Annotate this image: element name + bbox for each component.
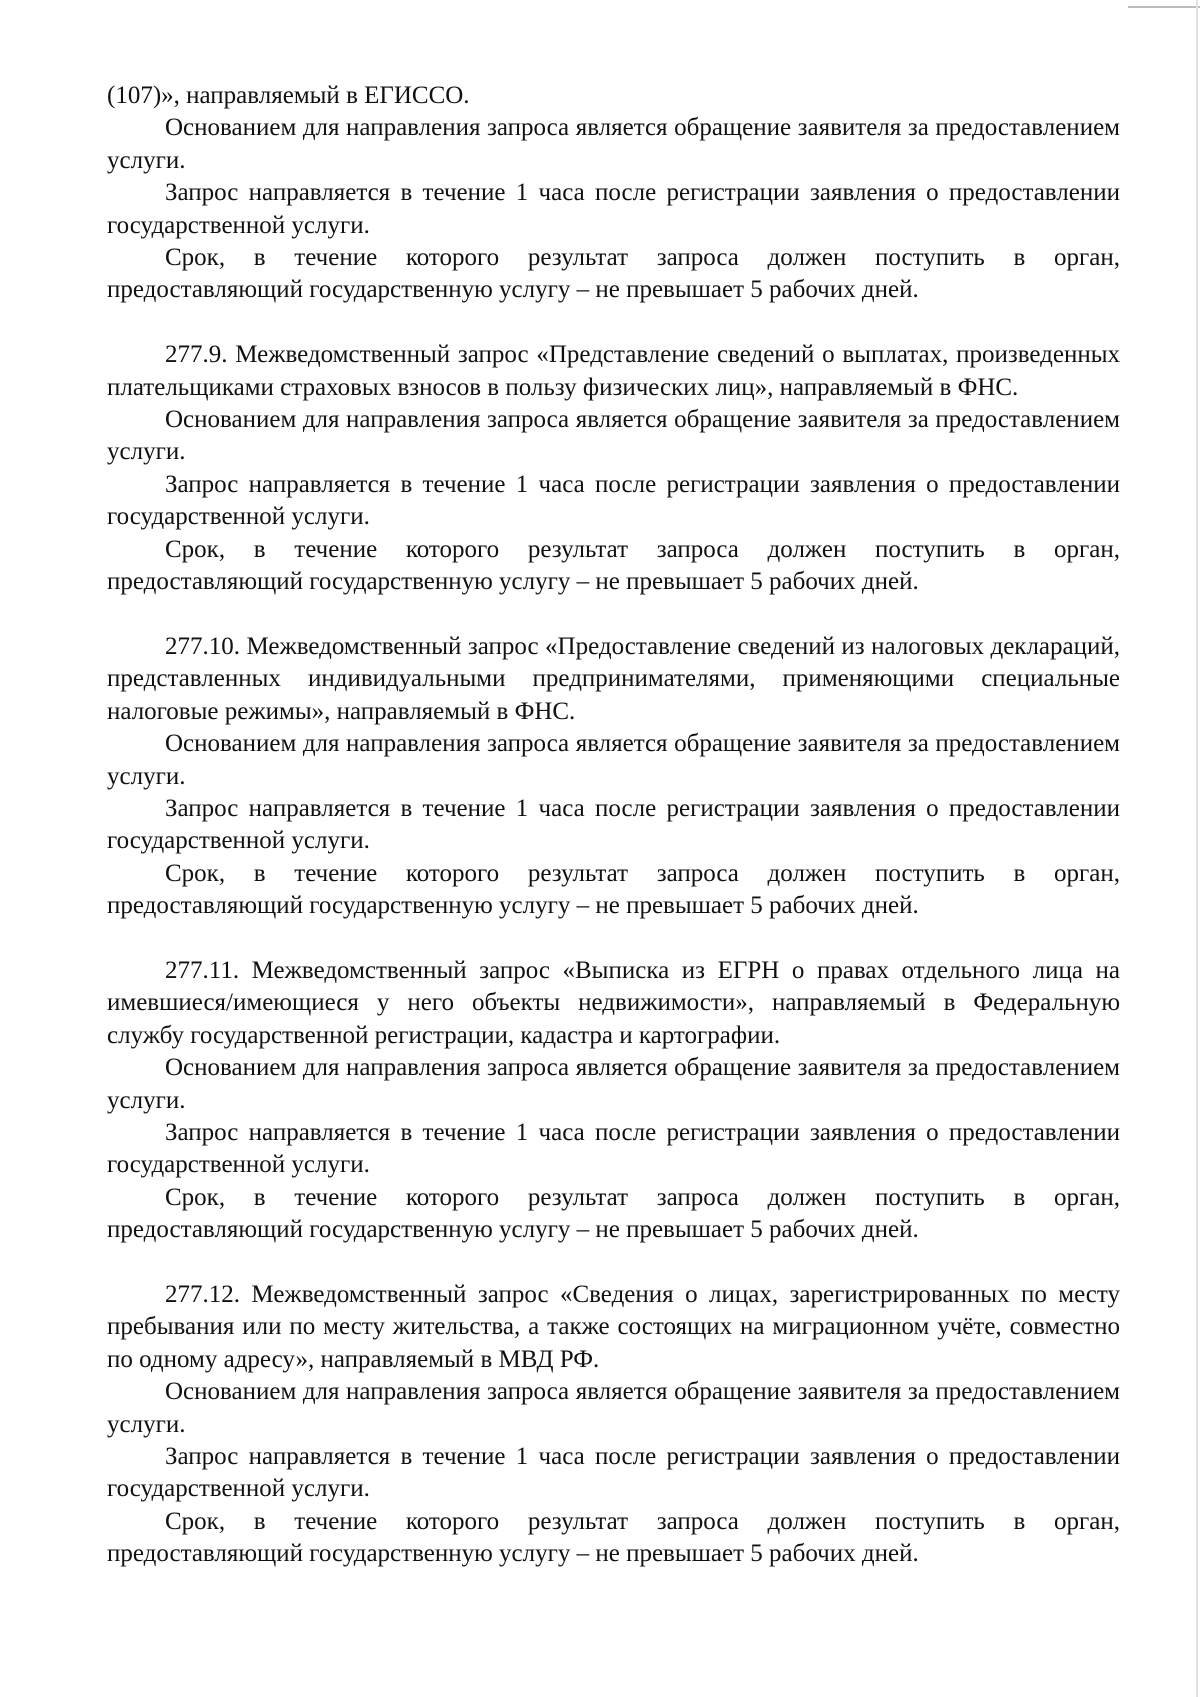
section-277-12 [107,1279,1120,1571]
section-lead [107,80,1120,307]
section-277-11 [107,955,1120,1247]
paragraph-basis: Основанием для направления запроса является обращение заявителя за предоставлением услуги. [107,406,1120,466]
paragraph-basis: Основанием для направления запроса является обращение заявителя за предоставлением услуги. [107,1054,1120,1114]
section-277-10 [107,631,1120,923]
paragraph-timing: Запрос направляется в течение 1 часа после регистрации заявления о предоставлении государственной услуги. [107,470,1120,531]
paragraph-deadline: Срок, в течение которого результат запроса должен поступить в орган, предоставляющий государственную услугу – не превышает 5 рабочих дней. [107,244,1120,304]
scan-edge-shadow [1196,0,1198,1697]
paragraph-basis: Основанием для направления запроса является обращение заявителя за предоставлением услуги. [107,114,1120,174]
paragraph-timing: Запрос направляется в течение 1 часа после регистрации заявления о предоставлении государственной услуги. [107,1118,1120,1179]
paragraph-timing: Запрос направляется в течение 1 часа после регистрации заявления о предоставлении государственной услуги. [107,794,1120,855]
paragraph-basis: Основанием для направления запроса является обращение заявителя за предоставлением услуги. [107,1378,1120,1438]
paragraph-continuation: (107)», направляемый в ЕГИССО. [107,82,470,109]
paragraph-deadline: Срок, в течение которого результат запроса должен поступить в орган, предоставляющий государственную услугу – не превышает 5 рабочих дней. [107,859,1120,920]
paragraph-basis: Основанием для направления запроса является обращение заявителя за предоставлением услуги. [107,730,1120,790]
paragraph-deadline: Срок, в течение которого результат запроса должен поступить в орган, предоставляющий государственную услугу – не превышает 5 рабочих дней. [107,1183,1120,1244]
scan-edge-mark [1128,6,1200,8]
section-heading: 277.9. Межведомственный запрос «Представление сведений о выплатах, произведенных плательщиками страховых взносов в пользу физических лиц», направляемый в ФНС. [107,341,1120,401]
document-body [107,80,1120,1571]
paragraph-timing: Запрос направляется в течение 1 часа после регистрации заявления о предоставлении государственной услуги. [107,179,1120,239]
section-heading: 277.10. Межведомственный запрос «Предоставление сведений из налоговых деклараций, представленных индивидуальными предпринимателями, применяющими специальные налоговые режимы», направляемый в ФНС. [107,632,1120,725]
paragraph-deadline: Срок, в течение которого результат запроса должен поступить в орган, предоставляющий государственную услугу – не превышает 5 рабочих дней. [107,535,1120,596]
paragraph-deadline: Срок, в течение которого результат запроса должен поступить в орган, предоставляющий государственную услугу – не превышает 5 рабочих дней. [107,1507,1120,1568]
paragraph-timing: Запрос направляется в течение 1 часа после регистрации заявления о предоставлении государственной услуги. [107,1443,1120,1503]
section-277-9 [107,339,1120,598]
section-heading: 277.12. Межведомственный запрос «Сведения о лицах, зарегистрированных по месту пребывания или по месту жительства, а также состоящих на миграционном учёте, совместно по одному адресу», направляемый в МВД РФ. [107,1280,1120,1373]
section-heading: 277.11. Межведомственный запрос «Выписка из ЕГРН о правах отдельного лица на имевшиеся/имеющиеся у него объекты недвижимости», направляемый в Федеральную службу государственной регистрации, кадастра и картографии. [107,956,1120,1049]
